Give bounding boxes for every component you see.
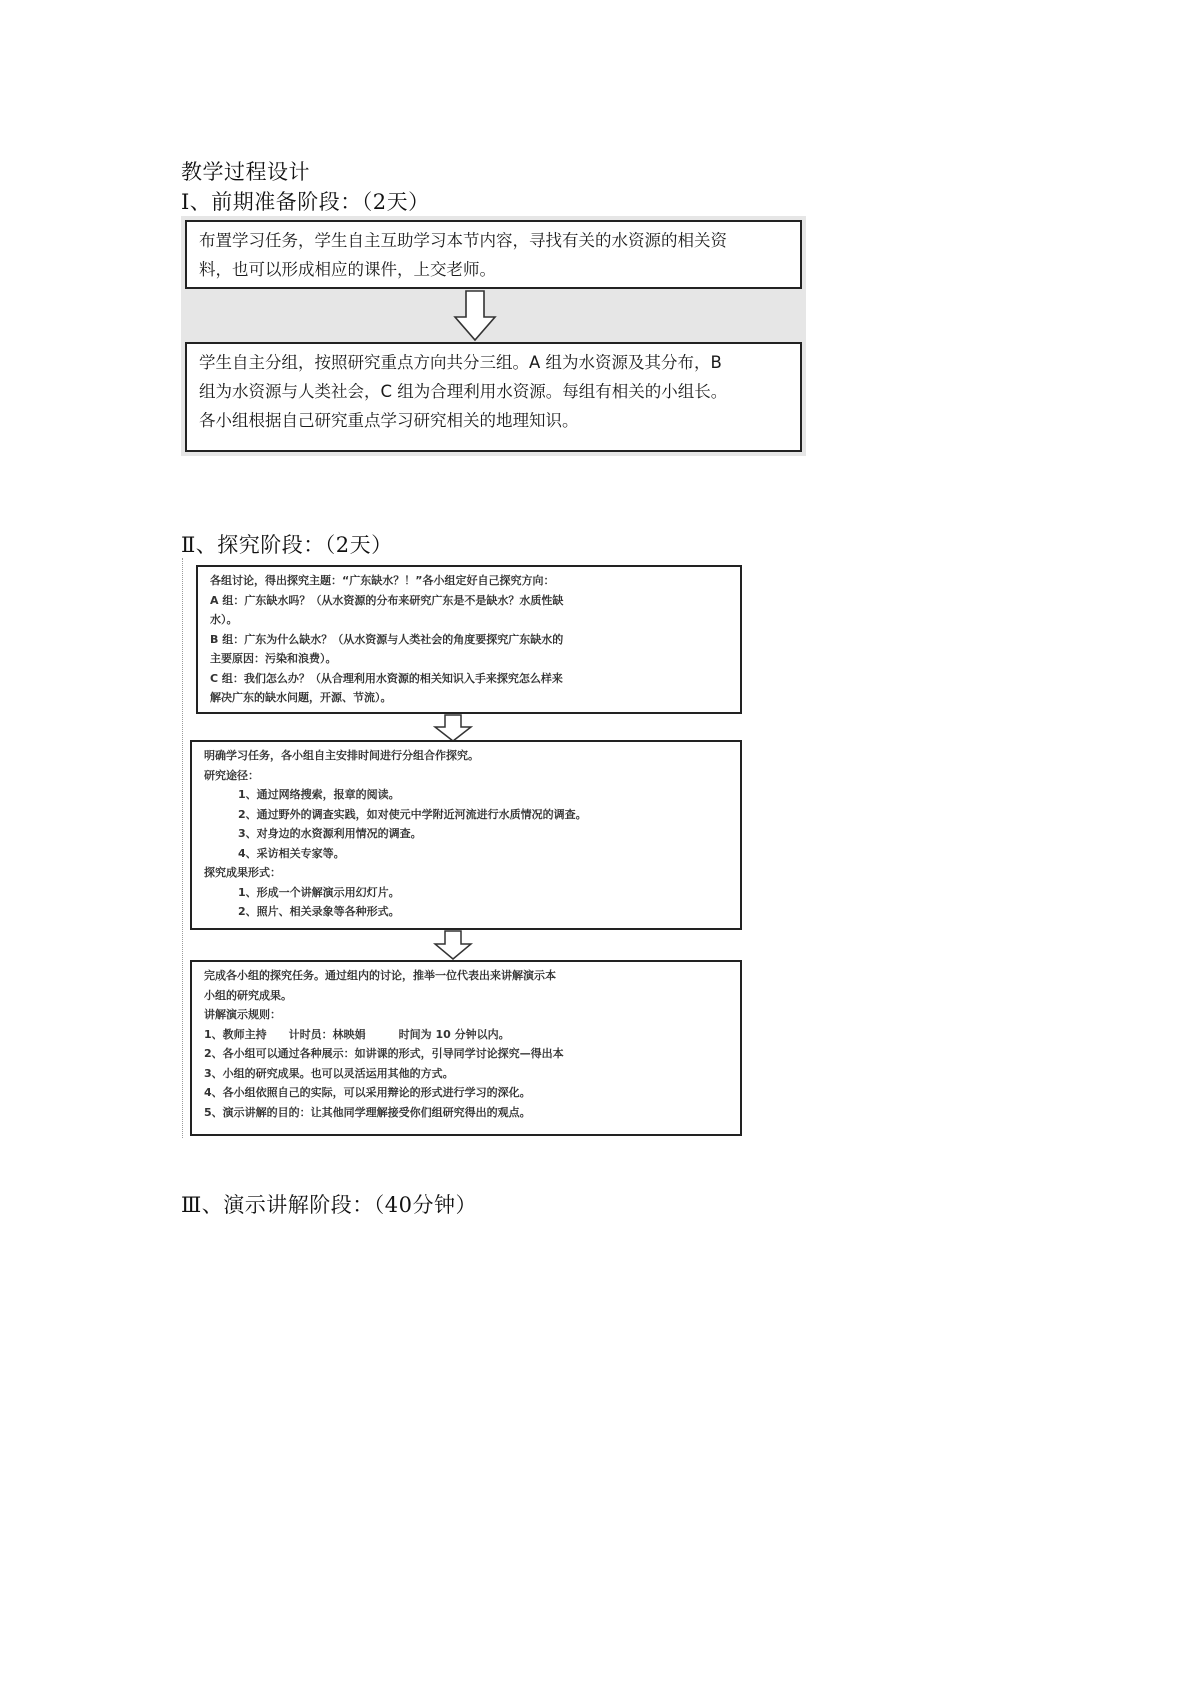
text-line: 5、演示讲解的目的：让其他同学理解接受你们组研究得出的观点。	[204, 1105, 531, 1119]
text-line: 1、形成一个讲解演示用幻灯片。	[238, 885, 400, 899]
text-line: 4、各小组依照自己的实际，可以采用辩论的形式进行学习的深化。	[204, 1086, 531, 1099]
text-line: A 组：广东缺水吗？（从水资源的分布来研究广东是不是缺水？水质性缺	[210, 593, 564, 607]
text-line: 3、对身边的水资源利用情况的调查。	[238, 827, 422, 840]
text-line: 完成各小组的探究任务。通过组内的讨论，推举一位代表出来讲解演示本	[204, 969, 556, 982]
text-line: 布置学习任务，学生自主互助学习本节内容，寻找有关的水资源的相关资	[199, 231, 727, 250]
section-2-box-3	[190, 960, 742, 1136]
text-line: 水）。	[210, 613, 238, 626]
text-line: 讲解演示规则：	[204, 1008, 281, 1021]
text-line: 2、照片、相关录象等各种形式。	[238, 905, 400, 918]
text-line: 2、通过野外的调查实践，如对使元中学附近河流进行水质情况的调查。	[238, 807, 587, 821]
text-line: 明确学习任务，各小组自主安排时间进行分组合作探究。	[204, 749, 479, 762]
text-line: 1、教师主持 计时员：林映娟 时间为 10 分钟以内。	[204, 1027, 510, 1041]
text-line: 各组讨论，得出探究主题：“广东缺水？！”各小组定好自己探究方向：	[210, 574, 555, 587]
text-line: 1、通过网络搜索，报章的阅读。	[238, 788, 400, 801]
text-line: 主要原因：污染和浪费）。	[210, 652, 337, 665]
section-1-box-2	[185, 342, 802, 452]
text-line: 4、采访相关专家等。	[238, 846, 345, 860]
down-arrow-icon	[433, 714, 473, 742]
document-title: 教学过程设计	[181, 160, 310, 184]
text-line: 2、各小组可以通过各种展示：如讲课的形式，引导同学讨论探究—得出本	[204, 1047, 564, 1060]
section-3-heading: Ⅲ、演示讲解阶段：（40分钟）	[181, 1193, 477, 1217]
text-line: 料，也可以形成相应的课件，上交老师。	[199, 260, 496, 279]
text-line: 学生自主分组，按照研究重点方向共分三组。A 组为水资源及其分布，B	[199, 353, 722, 372]
section-2-box-2	[190, 740, 742, 930]
section-1-heading: Ⅰ、前期准备阶段：（2天）	[181, 190, 430, 214]
text-line: 各小组根据自己研究重点学习研究相关的地理知识。	[199, 411, 579, 430]
text-line: 探究成果形式：	[204, 866, 281, 879]
page-margin-line	[182, 558, 183, 1138]
text-line: C 组：我们怎么办？（从合理利用水资源的相关知识入手来探究怎么样来	[210, 671, 563, 685]
section-2-box-1	[196, 565, 742, 714]
section-1-box-1	[185, 220, 802, 289]
text-line: B 组：广东为什么缺水？（从水资源与人类社会的角度要探究广东缺水的	[210, 632, 564, 646]
down-arrow-icon	[433, 930, 473, 960]
section-2-heading: Ⅱ、探究阶段：（2天）	[181, 533, 393, 557]
text-line: 解决广东的缺水问题，开源、节流）。	[210, 691, 392, 704]
text-line: 组为水资源与人类社会，C 组为合理利用水资源。每组有相关的小组长。	[199, 382, 728, 401]
down-arrow-icon	[453, 290, 497, 342]
text-line: 3、小组的研究成果。也可以灵活运用其他的方式。	[204, 1066, 454, 1080]
text-line: 小组的研究成果。	[204, 988, 292, 1002]
text-line: 研究途径：	[204, 768, 259, 782]
